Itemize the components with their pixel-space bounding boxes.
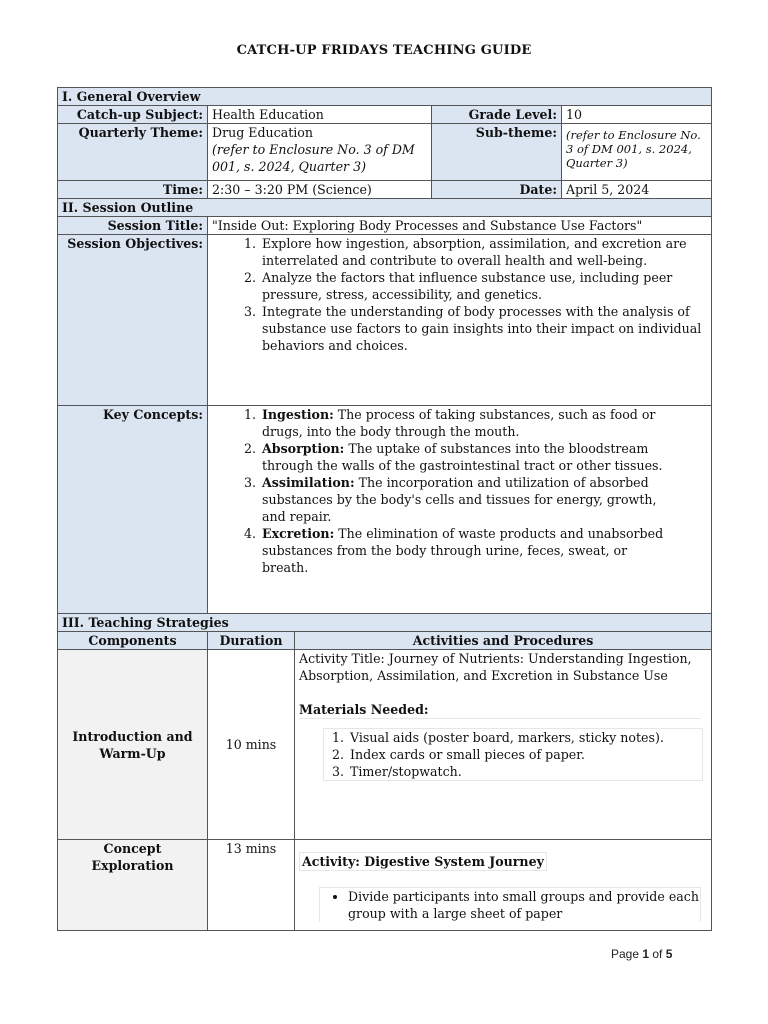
section-general-overview — [58, 88, 712, 106]
subject-label: Catch-up Subject: — [58, 106, 208, 124]
section-heading: III. Teaching Strategies — [58, 614, 712, 632]
page-current: 1 — [642, 947, 650, 961]
session-title-value: "Inside Out: Exploring Body Processes and Substance Use Factors" — [208, 217, 712, 235]
teaching-guide-table — [57, 87, 712, 931]
grade-label: Grade Level: — [432, 106, 562, 124]
objectives-list — [212, 235, 703, 354]
theme-reference: (refer to Enclosure No. 3 of DM 001, s. 2024, Quarter 3) — [212, 142, 415, 174]
intro-activities-cell — [295, 650, 712, 840]
column-header-components: Components — [58, 632, 208, 650]
concept-bullets — [320, 888, 700, 922]
concept-duration: 13 mins — [208, 840, 295, 931]
concept-activity-label: Activity: Digestive System Journey — [299, 852, 547, 871]
concept-text: The elimination of waste products and unabsorbed substances from the body through urine, feces, sweat, or breath. — [262, 526, 664, 575]
concept-term: Excretion: — [262, 526, 335, 541]
date-label: Date: — [432, 181, 562, 199]
page-total: 5 — [665, 947, 673, 961]
objective-item: 2. Analyze the factors that influence substance use, including peer pressure, stress, accessibility, and genetics. — [260, 269, 703, 303]
subtheme-reference: (refer to Enclosure No. 3 of DM 001, s. 2024, Quarter 3) — [566, 128, 701, 170]
column-header-duration: Duration — [208, 632, 295, 650]
date-value: April 5, 2024 — [562, 181, 712, 199]
concept-activities-cell — [295, 840, 712, 931]
concept-term: Absorption: — [262, 441, 345, 456]
objective-item: 3. Integrate the understanding of body processes with the analysis of substance use factors to gain insights into their impact on individual behaviors and choices. — [260, 303, 703, 354]
page-number — [611, 947, 672, 961]
page-middle: of — [649, 947, 666, 961]
document-title: CATCH-UP FRIDAYS TEACHING GUIDE — [236, 43, 532, 58]
concepts-list — [212, 406, 677, 576]
theme-label: Quarterly Theme: — [58, 124, 208, 181]
objectives-label: Session Objectives: — [58, 235, 208, 406]
concepts-cell — [208, 406, 712, 614]
page-prefix: Page — [611, 947, 643, 961]
time-value: 2:30 – 3:20 PM (Science) — [208, 181, 432, 199]
concept-item — [260, 440, 677, 474]
grade-value: 10 — [562, 106, 712, 124]
concept-component: Concept Exploration — [58, 840, 208, 931]
intro-activity-title: Activity Title: Journey of Nutrients: Understanding Ingestion, Absorption, Assimilation, and Excretion in Substance Use — [299, 651, 692, 683]
concept-bullets-box — [319, 887, 701, 922]
column-header-activities: Activities and Procedures — [295, 632, 712, 650]
theme-cell — [208, 124, 432, 181]
concept-item — [260, 525, 677, 576]
session-title-label: Session Title: — [58, 217, 208, 235]
intro-component: Introduction and Warm-Up — [58, 650, 208, 840]
objective-item: 1. Explore how ingestion, absorption, assimilation, and excretion are interrelated and contribute to overall health and well-being. — [260, 235, 703, 269]
material-item: 1. Visual aids (poster board, markers, sticky notes). — [348, 729, 702, 746]
materials-list — [324, 729, 702, 780]
objectives-cell — [208, 235, 712, 406]
materials-box — [323, 728, 703, 781]
section-teaching-strategies — [58, 614, 712, 632]
subtheme-label: Sub-theme: — [432, 124, 562, 181]
subtheme-cell — [562, 124, 712, 181]
section-heading: I. General Overview — [58, 88, 712, 106]
intro-duration: 10 mins — [208, 650, 295, 840]
time-label: Time: — [58, 181, 208, 199]
material-item: 2. Index cards or small pieces of paper. — [348, 746, 702, 763]
bullet-item: • Divide participants into small groups and provide each group with a large sheet of paper — [348, 888, 700, 922]
strategy-row-concept — [58, 840, 712, 931]
concept-text: The uptake of substances into the bloodstream through the walls of the gastrointestinal tract or other tissues. — [262, 441, 663, 473]
concepts-label: Key Concepts: — [58, 406, 208, 614]
concept-term: Ingestion: — [262, 407, 334, 422]
strategy-row-intro — [58, 650, 712, 840]
concept-term: Assimilation: — [262, 475, 355, 490]
materials-label: Materials Needed: — [299, 701, 701, 719]
section-session-outline — [58, 199, 712, 217]
concept-text: The incorporation and utilization of absorbed substances by the body's cells and tissues for energy, growth, and repair. — [262, 475, 657, 524]
material-item: 3. Timer/stopwatch. — [348, 763, 702, 780]
subject-value: Health Education — [208, 106, 432, 124]
section-heading: II. Session Outline — [58, 199, 712, 217]
concept-text: The process of taking substances, such as food or drugs, into the body through the mouth. — [262, 407, 656, 439]
concept-item — [260, 474, 677, 525]
theme-value: Drug Education — [212, 125, 314, 140]
concept-item — [260, 406, 677, 440]
